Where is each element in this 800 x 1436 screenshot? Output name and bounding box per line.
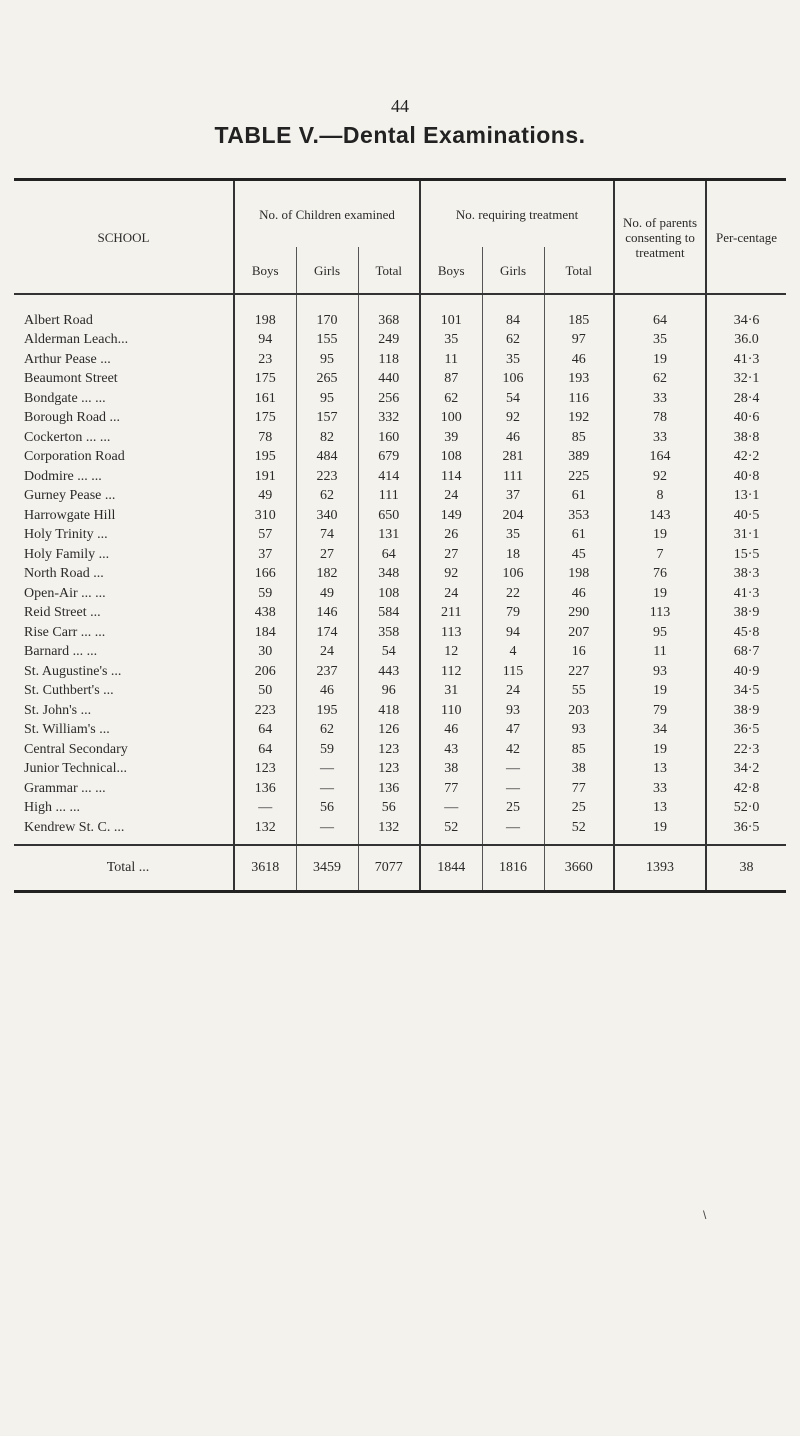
examined-total-cell: 358 <box>358 623 420 643</box>
parents-consenting-cell: 19 <box>614 682 706 702</box>
percentage-cell: 40·5 <box>733 507 760 523</box>
header-requiring-boys: Boys <box>420 247 482 294</box>
requiring-total-cell: 353 <box>544 506 614 526</box>
examined-boys-cell: — <box>234 799 296 819</box>
examined-girls-cell: 74 <box>296 526 358 546</box>
examined-boys-cell: 23 <box>234 350 296 370</box>
examined-total-cell: 418 <box>358 701 420 721</box>
table-title: TABLE V.—Dental Examinations. <box>214 122 586 148</box>
examined-boys-cell: 206 <box>234 662 296 682</box>
school-name-cell: Holy Trinity ... <box>14 526 234 546</box>
parents-consenting-cell: 79 <box>614 701 706 721</box>
table-row <box>14 721 786 741</box>
table-row <box>14 682 786 702</box>
table-row <box>14 662 786 682</box>
parents-consenting-cell: 62 <box>614 370 706 390</box>
percentage-cell: 32·1 <box>733 371 760 387</box>
table-row <box>14 760 786 780</box>
examined-boys-cell: 310 <box>234 506 296 526</box>
examined-girls-cell: 170 <box>296 311 358 331</box>
stray-mark: \ <box>703 1208 707 1222</box>
examined-total-cell: 96 <box>358 682 420 702</box>
examined-boys-cell: 175 <box>234 409 296 429</box>
examined-total-cell: 256 <box>358 389 420 409</box>
percentage-cell: 34·6 <box>733 312 760 328</box>
school-name-cell: Barnard ... ... <box>14 643 234 663</box>
table-row <box>14 370 786 390</box>
parents-consenting-cell: 78 <box>614 409 706 429</box>
requiring-total-cell: 290 <box>544 604 614 624</box>
percentage-cell: 22·3 <box>733 741 760 757</box>
requiring-total-cell: 46 <box>544 584 614 604</box>
requiring-boys-cell: 27 <box>420 545 482 565</box>
table-row <box>14 467 786 487</box>
requiring-total-cell: 227 <box>544 662 614 682</box>
table-row <box>14 818 786 845</box>
parents-consenting-cell: 33 <box>614 389 706 409</box>
school-name-cell: St. Augustine's ... <box>14 662 234 682</box>
parents-consenting-cell: 19 <box>614 818 706 845</box>
examined-girls-cell: 484 <box>296 448 358 468</box>
examined-girls-cell: 157 <box>296 409 358 429</box>
examined-girls-cell: 46 <box>296 682 358 702</box>
percentage-cell: 40·8 <box>733 468 760 484</box>
requiring-girls-cell: 54 <box>482 389 544 409</box>
total-parents: 1393 <box>614 845 706 892</box>
header-requiring: No. requiring treatment <box>420 180 614 248</box>
parents-consenting-cell: 95 <box>614 623 706 643</box>
examined-girls-cell: 27 <box>296 545 358 565</box>
examined-boys-cell: 50 <box>234 682 296 702</box>
requiring-girls-cell: 106 <box>482 565 544 585</box>
examined-boys-cell: 223 <box>234 701 296 721</box>
dental-examinations-table <box>14 178 786 893</box>
percentage-cell: 34·5 <box>733 683 760 699</box>
header-school: SCHOOL <box>14 180 234 295</box>
requiring-boys-cell: 112 <box>420 662 482 682</box>
examined-total-cell: 126 <box>358 721 420 741</box>
examined-boys-cell: 184 <box>234 623 296 643</box>
requiring-boys-cell: 87 <box>420 370 482 390</box>
examined-total-cell: 136 <box>358 779 420 799</box>
percentage-cell: 42·2 <box>733 449 760 465</box>
header-examined: No. of Children examined <box>234 180 420 248</box>
school-name-cell: Rise Carr ... ... <box>14 623 234 643</box>
table-row <box>14 799 786 819</box>
examined-boys-cell: 94 <box>234 331 296 351</box>
total-examined-total: 7077 <box>358 845 420 892</box>
examined-boys-cell: 78 <box>234 428 296 448</box>
table-row <box>14 428 786 448</box>
table-row <box>14 506 786 526</box>
requiring-boys-cell: 43 <box>420 740 482 760</box>
examined-girls-cell: 155 <box>296 331 358 351</box>
table-row <box>14 779 786 799</box>
examined-boys-cell: 59 <box>234 584 296 604</box>
percentage-cell: 36·5 <box>733 819 760 835</box>
table-row <box>14 409 786 429</box>
examined-boys-cell: 198 <box>234 311 296 331</box>
requiring-total-cell: 16 <box>544 643 614 663</box>
table-row <box>14 448 786 468</box>
requiring-boys-cell: 77 <box>420 779 482 799</box>
requiring-girls-cell: 47 <box>482 721 544 741</box>
school-name-cell: Albert Road <box>14 311 234 331</box>
total-requiring-girls: 1816 <box>482 845 544 892</box>
parents-consenting-cell: 164 <box>614 448 706 468</box>
parents-consenting-cell: 19 <box>614 350 706 370</box>
examined-boys-cell: 30 <box>234 643 296 663</box>
requiring-total-cell: 192 <box>544 409 614 429</box>
requiring-boys-cell: 24 <box>420 584 482 604</box>
requiring-girls-cell: 24 <box>482 682 544 702</box>
total-percentage: 38 <box>706 845 786 892</box>
examined-total-cell: 108 <box>358 584 420 604</box>
parents-consenting-cell: 34 <box>614 721 706 741</box>
examined-girls-cell: 62 <box>296 487 358 507</box>
examined-boys-cell: 37 <box>234 545 296 565</box>
examined-total-cell: 443 <box>358 662 420 682</box>
parents-consenting-cell: 143 <box>614 506 706 526</box>
header-requiring-total: Total <box>544 247 614 294</box>
examined-girls-cell: — <box>296 818 358 845</box>
requiring-boys-cell: 39 <box>420 428 482 448</box>
examined-girls-cell: — <box>296 779 358 799</box>
percentage-cell: 40·6 <box>733 410 760 426</box>
requiring-boys-cell: 12 <box>420 643 482 663</box>
requiring-girls-cell: 25 <box>482 799 544 819</box>
parents-consenting-cell: 7 <box>614 545 706 565</box>
parents-consenting-cell: 35 <box>614 331 706 351</box>
requiring-girls-cell: 204 <box>482 506 544 526</box>
examined-total-cell: 111 <box>358 487 420 507</box>
requiring-girls-cell: 35 <box>482 526 544 546</box>
table-row <box>14 331 786 351</box>
parents-consenting-cell: 11 <box>614 643 706 663</box>
examined-total-cell: 56 <box>358 799 420 819</box>
requiring-total-cell: 46 <box>544 350 614 370</box>
school-name-cell: Open-Air ... ... <box>14 584 234 604</box>
examined-total-cell: 123 <box>358 760 420 780</box>
requiring-total-cell: 193 <box>544 370 614 390</box>
header-percentage: Per-centage <box>706 180 786 295</box>
requiring-total-cell: 116 <box>544 389 614 409</box>
examined-girls-cell: 174 <box>296 623 358 643</box>
school-name-cell: Kendrew St. C. ... <box>14 818 234 845</box>
requiring-boys-cell: — <box>420 799 482 819</box>
requiring-boys-cell: 114 <box>420 467 482 487</box>
examined-boys-cell: 438 <box>234 604 296 624</box>
requiring-girls-cell: 84 <box>482 311 544 331</box>
requiring-girls-cell: 62 <box>482 331 544 351</box>
school-name-cell: Corporation Road <box>14 448 234 468</box>
school-name-cell: Central Secondary <box>14 740 234 760</box>
parents-consenting-cell: 13 <box>614 799 706 819</box>
examined-girls-cell: 182 <box>296 565 358 585</box>
examined-boys-cell: 49 <box>234 487 296 507</box>
school-name-cell: Grammar ... ... <box>14 779 234 799</box>
requiring-total-cell: 52 <box>544 818 614 845</box>
header-requiring-girls: Girls <box>482 247 544 294</box>
examined-girls-cell: — <box>296 760 358 780</box>
requiring-girls-cell: 42 <box>482 740 544 760</box>
examined-total-cell: 123 <box>358 740 420 760</box>
percentage-cell: 34·2 <box>733 761 760 777</box>
school-name-cell: Borough Road ... <box>14 409 234 429</box>
parents-consenting-cell: 19 <box>614 526 706 546</box>
requiring-girls-cell: — <box>482 760 544 780</box>
requiring-boys-cell: 52 <box>420 818 482 845</box>
total-requiring-boys: 1844 <box>420 845 482 892</box>
table-row <box>14 311 786 331</box>
examined-total-cell: 132 <box>358 818 420 845</box>
examined-total-cell: 64 <box>358 545 420 565</box>
school-name-cell: Harrowgate Hill <box>14 506 234 526</box>
parents-consenting-cell: 93 <box>614 662 706 682</box>
requiring-boys-cell: 11 <box>420 350 482 370</box>
parents-consenting-cell: 33 <box>614 428 706 448</box>
requiring-boys-cell: 211 <box>420 604 482 624</box>
examined-boys-cell: 64 <box>234 721 296 741</box>
examined-girls-cell: 265 <box>296 370 358 390</box>
requiring-total-cell: 38 <box>544 760 614 780</box>
percentage-cell: 36.0 <box>734 332 759 348</box>
total-requiring-total: 3660 <box>544 845 614 892</box>
examined-girls-cell: 49 <box>296 584 358 604</box>
school-name-cell: Holy Family ... <box>14 545 234 565</box>
requiring-total-cell: 61 <box>544 487 614 507</box>
page-number: 44 <box>391 96 409 116</box>
header-parents: No. of parents consenting to treatment <box>614 180 706 295</box>
school-name-cell: North Road ... <box>14 565 234 585</box>
requiring-girls-cell: 115 <box>482 662 544 682</box>
percentage-cell: 38·9 <box>733 702 760 718</box>
school-name-cell: High ... ... <box>14 799 234 819</box>
examined-total-cell: 249 <box>358 331 420 351</box>
requiring-total-cell: 55 <box>544 682 614 702</box>
header-examined-boys: Boys <box>234 247 296 294</box>
requiring-total-cell: 25 <box>544 799 614 819</box>
percentage-cell: 40·9 <box>733 663 760 679</box>
examined-girls-cell: 95 <box>296 350 358 370</box>
examined-total-cell: 414 <box>358 467 420 487</box>
examined-total-cell: 368 <box>358 311 420 331</box>
requiring-girls-cell: 93 <box>482 701 544 721</box>
percentage-cell: 31·1 <box>733 527 760 543</box>
total-examined-girls: 3459 <box>296 845 358 892</box>
examined-total-cell: 118 <box>358 350 420 370</box>
requiring-girls-cell: 18 <box>482 545 544 565</box>
requiring-boys-cell: 24 <box>420 487 482 507</box>
parents-consenting-cell: 76 <box>614 565 706 585</box>
table-row <box>14 740 786 760</box>
requiring-boys-cell: 38 <box>420 760 482 780</box>
requiring-girls-cell: 94 <box>482 623 544 643</box>
requiring-boys-cell: 92 <box>420 565 482 585</box>
requiring-total-cell: 207 <box>544 623 614 643</box>
school-name-cell: Dodmire ... ... <box>14 467 234 487</box>
requiring-girls-cell: — <box>482 818 544 845</box>
requiring-total-cell: 93 <box>544 721 614 741</box>
examined-boys-cell: 195 <box>234 448 296 468</box>
parents-consenting-cell: 19 <box>614 584 706 604</box>
requiring-boys-cell: 113 <box>420 623 482 643</box>
percentage-cell: 42·8 <box>733 780 760 796</box>
parents-consenting-cell: 64 <box>614 311 706 331</box>
requiring-total-cell: 225 <box>544 467 614 487</box>
school-name-cell: Cockerton ... ... <box>14 428 234 448</box>
requiring-boys-cell: 110 <box>420 701 482 721</box>
table-row <box>14 545 786 565</box>
examined-girls-cell: 24 <box>296 643 358 663</box>
parents-consenting-cell: 13 <box>614 760 706 780</box>
requiring-girls-cell: — <box>482 779 544 799</box>
requiring-girls-cell: 37 <box>482 487 544 507</box>
table-row <box>14 487 786 507</box>
school-name-cell: Arthur Pease ... <box>14 350 234 370</box>
school-name-cell: St. William's ... <box>14 721 234 741</box>
table-row <box>14 604 786 624</box>
requiring-boys-cell: 31 <box>420 682 482 702</box>
school-name-cell: Bondgate ... ... <box>14 389 234 409</box>
spacer-row <box>14 294 786 311</box>
requiring-girls-cell: 22 <box>482 584 544 604</box>
table-row <box>14 350 786 370</box>
examined-total-cell: 54 <box>358 643 420 663</box>
examined-total-cell: 348 <box>358 565 420 585</box>
requiring-total-cell: 97 <box>544 331 614 351</box>
requiring-boys-cell: 100 <box>420 409 482 429</box>
examined-girls-cell: 223 <box>296 467 358 487</box>
parents-consenting-cell: 113 <box>614 604 706 624</box>
requiring-total-cell: 77 <box>544 779 614 799</box>
parents-consenting-cell: 19 <box>614 740 706 760</box>
school-name-cell: Alderman Leach... <box>14 331 234 351</box>
examined-girls-cell: 82 <box>296 428 358 448</box>
examined-total-cell: 440 <box>358 370 420 390</box>
requiring-girls-cell: 92 <box>482 409 544 429</box>
requiring-girls-cell: 46 <box>482 428 544 448</box>
percentage-cell: 13·1 <box>733 488 760 504</box>
school-name-cell: Junior Technical... <box>14 760 234 780</box>
percentage-cell: 15·5 <box>733 546 760 562</box>
requiring-total-cell: 45 <box>544 545 614 565</box>
school-name-cell: St. Cuthbert's ... <box>14 682 234 702</box>
requiring-girls-cell: 79 <box>482 604 544 624</box>
examined-total-cell: 650 <box>358 506 420 526</box>
requiring-boys-cell: 26 <box>420 526 482 546</box>
header-examined-girls: Girls <box>296 247 358 294</box>
school-name-cell: Beaumont Street <box>14 370 234 390</box>
requiring-total-cell: 389 <box>544 448 614 468</box>
examined-boys-cell: 191 <box>234 467 296 487</box>
examined-girls-cell: 195 <box>296 701 358 721</box>
examined-boys-cell: 175 <box>234 370 296 390</box>
total-examined-boys: 3618 <box>234 845 296 892</box>
requiring-total-cell: 85 <box>544 740 614 760</box>
examined-girls-cell: 62 <box>296 721 358 741</box>
requiring-boys-cell: 46 <box>420 721 482 741</box>
examined-girls-cell: 56 <box>296 799 358 819</box>
parents-consenting-cell: 33 <box>614 779 706 799</box>
requiring-total-cell: 85 <box>544 428 614 448</box>
requiring-girls-cell: 281 <box>482 448 544 468</box>
examined-boys-cell: 132 <box>234 818 296 845</box>
percentage-cell: 28·4 <box>733 390 760 406</box>
percentage-cell: 68·7 <box>733 644 760 660</box>
requiring-girls-cell: 111 <box>482 467 544 487</box>
table-row <box>14 643 786 663</box>
examined-boys-cell: 166 <box>234 565 296 585</box>
examined-girls-cell: 59 <box>296 740 358 760</box>
table-row <box>14 565 786 585</box>
requiring-girls-cell: 106 <box>482 370 544 390</box>
requiring-boys-cell: 101 <box>420 311 482 331</box>
examined-girls-cell: 237 <box>296 662 358 682</box>
examined-boys-cell: 57 <box>234 526 296 546</box>
percentage-cell: 45·8 <box>733 624 760 640</box>
requiring-boys-cell: 108 <box>420 448 482 468</box>
requiring-boys-cell: 35 <box>420 331 482 351</box>
percentage-cell: 41·3 <box>733 351 760 367</box>
parents-consenting-cell: 8 <box>614 487 706 507</box>
requiring-total-cell: 61 <box>544 526 614 546</box>
school-name-cell: St. John's ... <box>14 701 234 721</box>
percentage-cell: 41·3 <box>733 585 760 601</box>
school-name-cell: Gurney Pease ... <box>14 487 234 507</box>
total-row <box>14 845 786 892</box>
examined-girls-cell: 340 <box>296 506 358 526</box>
examined-boys-cell: 136 <box>234 779 296 799</box>
percentage-cell: 38·9 <box>733 605 760 621</box>
parents-consenting-cell: 92 <box>614 467 706 487</box>
examined-girls-cell: 95 <box>296 389 358 409</box>
examined-total-cell: 584 <box>358 604 420 624</box>
percentage-cell: 36·5 <box>733 722 760 738</box>
examined-total-cell: 160 <box>358 428 420 448</box>
table-row <box>14 389 786 409</box>
examined-boys-cell: 161 <box>234 389 296 409</box>
header-examined-total: Total <box>358 247 420 294</box>
school-name-cell: Reid Street ... <box>14 604 234 624</box>
requiring-girls-cell: 35 <box>482 350 544 370</box>
percentage-cell: 52·0 <box>733 800 760 816</box>
percentage-cell: 38·8 <box>733 429 760 445</box>
examined-girls-cell: 146 <box>296 604 358 624</box>
requiring-total-cell: 198 <box>544 565 614 585</box>
total-label: Total ... <box>14 845 234 892</box>
requiring-total-cell: 185 <box>544 311 614 331</box>
table-row <box>14 701 786 721</box>
requiring-total-cell: 203 <box>544 701 614 721</box>
requiring-boys-cell: 62 <box>420 389 482 409</box>
examined-boys-cell: 64 <box>234 740 296 760</box>
table-row <box>14 623 786 643</box>
examined-boys-cell: 123 <box>234 760 296 780</box>
requiring-girls-cell: 4 <box>482 643 544 663</box>
examined-total-cell: 131 <box>358 526 420 546</box>
table-body <box>14 294 786 845</box>
requiring-boys-cell: 149 <box>420 506 482 526</box>
examined-total-cell: 679 <box>358 448 420 468</box>
percentage-cell: 38·3 <box>733 566 760 582</box>
examined-total-cell: 332 <box>358 409 420 429</box>
table-row <box>14 526 786 546</box>
table-row <box>14 584 786 604</box>
